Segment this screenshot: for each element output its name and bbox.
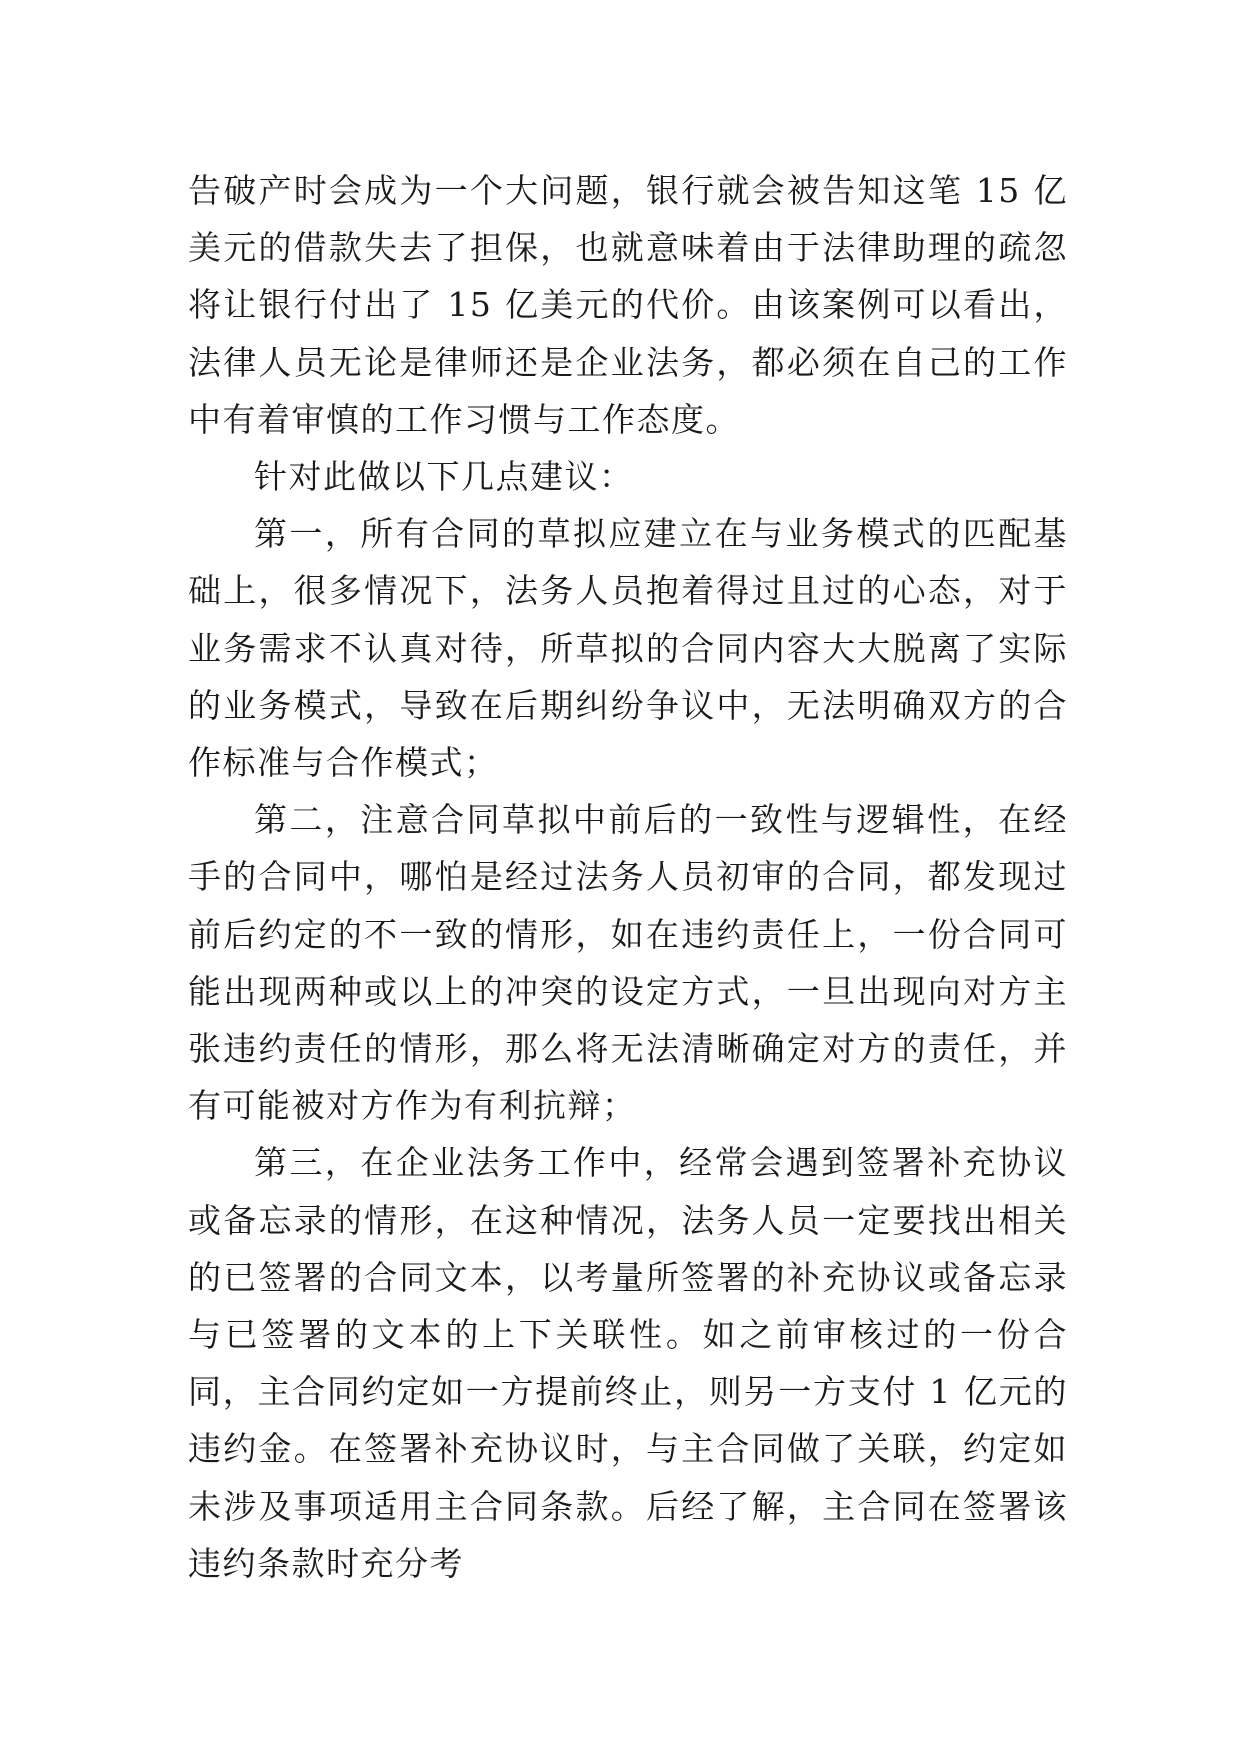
paragraph-case-conclusion: 告破产时会成为一个大问题，银行就会被告知这笔 15 亿美元的借款失去了担保，也就意味着由于法律助理的疏忽将让银行付出了 15 亿美元的代价。由该案例可以看出，法律人员无论是律师还是企业法务，都必须在自己的工作中有着审慎的工作习惯与工作态度。 [188,171,1068,439]
paragraph-suggestions-intro: 针对此做以下几点建议： [254,457,634,497]
paragraph-suggestion-second: 第二，注意合同草拟中前后的一致性与逻辑性，在经手的合同中，哪怕是经过法务人员初审的合同，都发现过前后约定的不一致的情形，如在违约责任上，一份合同可能出现两种或以上的冲突的设定方式，一旦出现向对方主张违约责任的情形，那么将无法清晰确定对方的责任，并有可能被对方作为有利抗辩； [188,800,1068,1126]
paragraph-suggestion-third: 第三，在企业法务工作中，经常会遇到签署补充协议或备忘录的情形，在这种情况，法务人员一定要找出相关的已签署的合同文本，以考量所签署的补充协议或备忘录与已签署的文本的上下关联性。如之前审核过的一份合同，主合同约定如一方提前终止，则另一方支付 1 亿元的违约金。在签署补充协议时，与主合同做了关联，约定如未涉及事项适用主合同条款。后经了解，主合同在签署该违约条款时充分考 [188,1143,1068,1583]
paragraph-suggestion-first: 第一，所有合同的草拟应建立在与业务模式的匹配基础上，很多情况下，法务人员抱着得过且过的心态，对于业务需求不认真对待，所草拟的合同内容大大脱离了实际的业务模式，导致在后期纠纷争议中，无法明确双方的合作标准与合作模式； [188,514,1068,783]
document-body [188,162,1068,1592]
